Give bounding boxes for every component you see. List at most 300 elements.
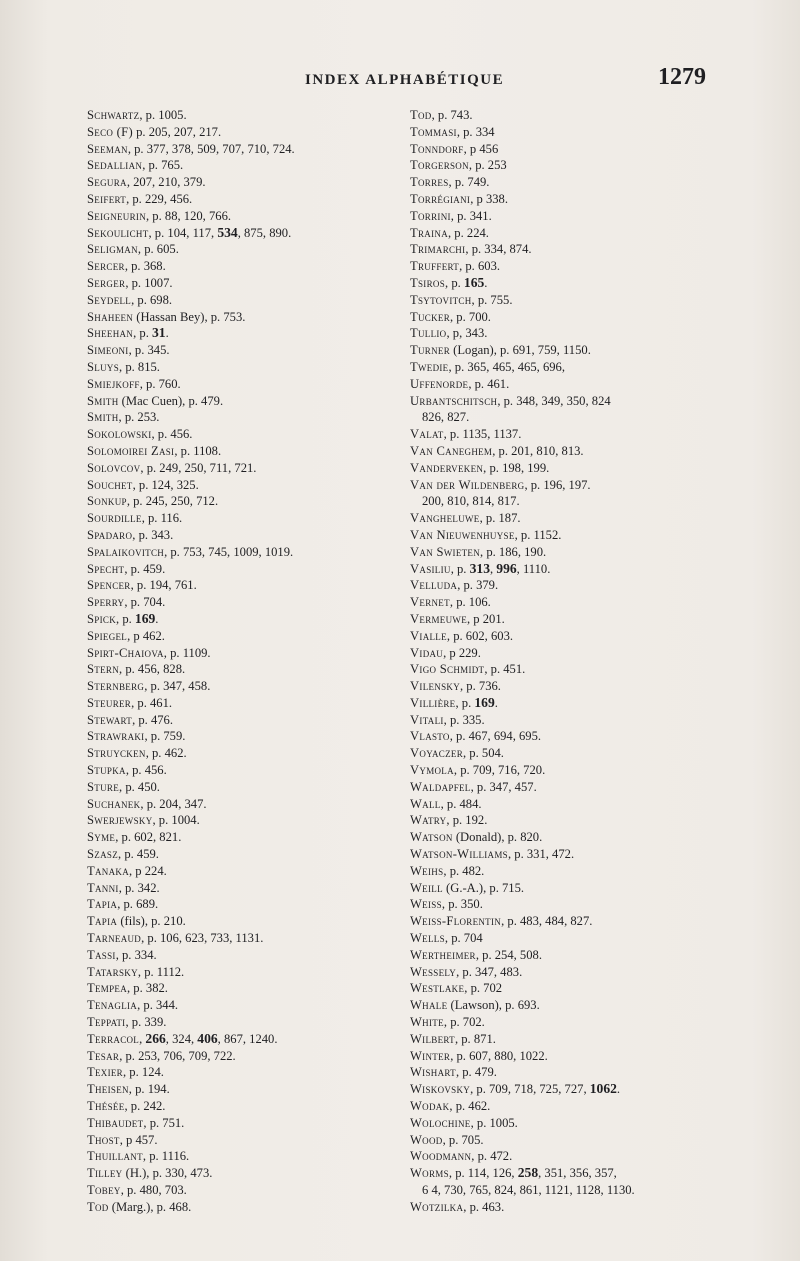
entry-refs: p. 379. [463, 578, 499, 593]
entry-separator: , [119, 1048, 126, 1063]
entry-separator: , [118, 410, 125, 425]
entry-name: Wotzilka [410, 1199, 464, 1214]
entry-name: Vidau [410, 645, 444, 660]
entry-name: Sedallian [87, 158, 143, 173]
entry-separator: , [142, 158, 149, 173]
entry-name: Winter [410, 1048, 451, 1063]
entry-separator: , [446, 326, 453, 341]
entry-name: Vermeuwe [410, 611, 467, 626]
entry-name: Weiss-Florentin [410, 914, 502, 929]
entry-name: Sourdille [87, 511, 142, 526]
entry-name: Tapia [87, 897, 118, 912]
entry-name: Van Caneghem [410, 443, 493, 458]
entry-refs: p 201. [473, 611, 505, 626]
entry-refs: p. 242. [130, 1099, 166, 1114]
index-entry [87, 745, 397, 762]
entry-separator: , [446, 813, 453, 828]
entry-refs: p. 705. [448, 1132, 484, 1147]
entry-ref-bold: 165 [463, 274, 485, 290]
entry-refs: p. 456, 828. [125, 662, 186, 677]
entry-refs: p. 253 [475, 158, 507, 173]
entry-refs: p. 482. [449, 863, 485, 878]
index-entry [87, 309, 397, 326]
entry-refs: 6 4, 730, 765, 824, 861, 1121, 1128, 1130. [422, 1183, 635, 1197]
index-entry [87, 678, 397, 695]
entry-ref-bold: 169 [474, 694, 495, 710]
index-entry [87, 275, 397, 292]
index-entry [410, 930, 715, 947]
index-entry [87, 1081, 397, 1098]
index-entry [410, 292, 715, 309]
entry-separator: , [131, 695, 138, 710]
entry-name: Swerjewsky [87, 813, 153, 828]
entry-refs: p. 480, 703. [127, 1183, 187, 1197]
entry-refs: p. 343. [138, 527, 174, 542]
entry-separator: , [470, 779, 477, 794]
index-entry [410, 393, 715, 410]
entry-refs: . [494, 695, 498, 710]
entry-refs: p. 456. [132, 763, 167, 778]
entry-refs: p. 334 [463, 124, 495, 139]
entry-separator: , [446, 628, 454, 643]
entry-separator: , [480, 544, 487, 559]
entry-name: Thésée [87, 1099, 125, 1114]
index-entry [87, 628, 397, 645]
entry-separator: , [141, 931, 148, 946]
entry-refs: p. 229, 456. [132, 191, 193, 206]
entry-name: Vialle [410, 628, 447, 643]
entry-name: Torrégiani [410, 191, 471, 206]
entry-name: Van Swieten [410, 544, 481, 559]
entry-separator: , [514, 527, 521, 542]
entry-refs: p. 334. [122, 947, 157, 962]
entry-separator: , [129, 863, 136, 878]
entry-name: Shaheen [87, 309, 134, 324]
index-entry [410, 695, 715, 712]
entry-name: Simeoni [87, 343, 129, 358]
entry-refs: p. 344. [143, 998, 179, 1013]
index-entry [410, 880, 715, 897]
index-entry [87, 426, 397, 443]
entry-ref-bold: 534 [217, 224, 238, 240]
entry-refs: p. 334, 874. [471, 242, 532, 257]
entry-name: Weill [410, 880, 443, 895]
entry-refs: 207, 210, 379. [133, 175, 206, 190]
entry-separator: , [119, 779, 126, 794]
entry-refs: p. 704. [130, 595, 166, 610]
entry-separator: , [117, 897, 124, 912]
entry-refs: p. 1135, 1137. [449, 427, 522, 442]
entry-separator: , [507, 847, 515, 862]
entry-name: Suchanek [87, 796, 141, 811]
entry-ref-bold: 406 [197, 1030, 218, 1046]
entry-refs: p 457. [126, 1132, 158, 1147]
entry-name: Sternberg [87, 679, 145, 694]
entry-refs: , 867, 1240. [217, 1031, 278, 1046]
entry-refs: p. 124, 325. [138, 477, 199, 492]
entry-separator: , [126, 175, 134, 190]
entry-separator: , [152, 813, 159, 828]
entry-name: Sokolowski [87, 427, 152, 442]
entry-separator: , [148, 225, 155, 240]
entry-name: Tempea [87, 981, 127, 996]
index-entry [410, 124, 715, 141]
entry-separator: , [145, 746, 152, 761]
left-index-column [87, 107, 397, 1216]
entry-refs: . [484, 275, 488, 290]
entry-refs: p. 484. [446, 796, 482, 811]
entry-name: Wessely [410, 964, 457, 979]
entry-refs: p. 709, 718, 725, 727, [476, 1082, 590, 1097]
entry-name: Van der Wildenberg [410, 477, 525, 492]
entry-name: Serger [87, 275, 126, 290]
entry-name: Tanni [87, 880, 119, 895]
entry-separator: , [125, 1015, 132, 1030]
entry-separator: , [130, 578, 137, 593]
index-entry [87, 577, 397, 594]
entry-name: Weiss [410, 897, 442, 912]
entry-ref-bold: 31 [152, 325, 166, 341]
index-entry [87, 712, 397, 729]
entry-refs: p. 472. [477, 1149, 513, 1164]
entry-separator: , [449, 729, 457, 744]
index-entry-continuation [410, 409, 715, 426]
entry-separator: , [443, 712, 450, 727]
entry-separator: , [450, 561, 457, 576]
entry-name: Syme [87, 830, 116, 845]
entry-separator: , [440, 796, 447, 811]
entry-name: Whale [410, 998, 448, 1013]
entry-separator: , [120, 1183, 127, 1197]
page-header [0, 64, 800, 98]
entry-name: Worms [410, 1166, 449, 1181]
entry-separator: , [146, 208, 153, 223]
entry-separator: , [139, 1031, 146, 1046]
entry-name: Seigneurin [87, 208, 146, 223]
running-title: INDEX ALPHABÉTIQUE [305, 72, 505, 88]
entry-name: Segura [87, 175, 127, 190]
index-entry [410, 1165, 715, 1182]
entry-refs: , 324, [165, 1031, 198, 1046]
index-entry [410, 980, 715, 997]
index-entry [410, 174, 715, 191]
entry-refs: p. 753, 745, 1009, 1019. [170, 544, 294, 559]
entry-name: Specht [87, 561, 125, 576]
entry-name: Tanaka [87, 863, 129, 878]
index-entry [410, 577, 715, 594]
entry-name: Seeman [87, 141, 128, 156]
entry-name: Stupka [87, 763, 126, 778]
entry-refs: p. 451. [490, 662, 526, 677]
entry-name: Weihs [410, 863, 444, 878]
entry-name: Vitali [410, 712, 444, 727]
entry-separator: , [484, 662, 491, 677]
entry-refs: . [165, 326, 169, 341]
entry-name: Souchet [87, 477, 133, 492]
entry-refs: p. 368. [131, 259, 166, 274]
entry-ref-bold: 1062 [589, 1081, 617, 1097]
entry-separator: , [115, 947, 122, 962]
entry-separator: , [471, 1149, 478, 1164]
entry-name: Sture [87, 779, 120, 794]
entry-name: Solomoirei Zasi [87, 443, 175, 458]
index-entry [410, 762, 715, 779]
entry-name: Thuillant [87, 1149, 143, 1164]
entry-separator: , [118, 847, 125, 862]
entry-refs: p. 462. [455, 1099, 491, 1114]
entry-name: Schwartz [87, 108, 140, 122]
entry-refs: p. 365, 465, 465, 696, [454, 359, 565, 374]
entry-refs: p. 205, 207, 217. [136, 124, 222, 139]
index-entry [87, 762, 397, 779]
entry-name: Wilbert [410, 1031, 455, 1046]
entry-separator: , [137, 242, 145, 257]
entry-refs: p. [122, 611, 135, 626]
entry-separator: , [471, 292, 478, 307]
entry-refs: (H.), p. 330, 473. [125, 1166, 213, 1181]
index-entry [410, 107, 715, 124]
entry-name: Thost [87, 1132, 120, 1147]
entry-refs: p. 459. [124, 847, 159, 862]
entry-refs: p. 765. [148, 158, 184, 173]
entry-name: Texier [87, 1065, 123, 1080]
entry-name: Woodmann [410, 1149, 472, 1164]
index-entry [87, 544, 397, 561]
entry-separator: , [453, 763, 461, 778]
entry-refs: p. 347, 458. [150, 679, 211, 694]
entry-separator: , [463, 1199, 470, 1214]
entry-name: Teppati [87, 1015, 126, 1030]
entry-name: Van Nieuwenhuyse [410, 527, 515, 542]
index-entry [87, 997, 397, 1014]
entry-refs: (Hassan Bey), p. 753. [136, 309, 246, 324]
entry-name: Szasz [87, 847, 119, 862]
entry-name: Theisen [87, 1082, 129, 1097]
index-entry [410, 1098, 715, 1115]
entry-name: Seco (F) [87, 124, 133, 139]
entry-refs: p. 253. [124, 410, 160, 425]
entry-refs: p. 1116. [149, 1149, 190, 1164]
entry-refs: p. 245, 250, 712. [133, 494, 219, 509]
entry-ref-bold: 266 [145, 1030, 166, 1046]
entry-refs: p. 1112. [144, 964, 185, 979]
index-entry [410, 325, 715, 342]
index-entry [410, 141, 715, 158]
entry-separator: , [137, 964, 145, 979]
entry-name: Traina [410, 225, 448, 240]
entry-separator: , [448, 1166, 456, 1181]
entry-name: Wodak [410, 1099, 450, 1114]
entry-refs: p. 461. [474, 376, 510, 391]
entry-refs: p. [451, 275, 464, 290]
entry-name: Vymola [410, 763, 454, 778]
entry-separator: , [431, 108, 438, 122]
entry-refs: p. 1152. [520, 527, 562, 542]
entry-name: Spiegel [87, 628, 128, 643]
entry-name: Uffenorde [410, 376, 469, 391]
entry-name: Vasiliu [410, 561, 451, 576]
index-entry [410, 1115, 715, 1132]
entry-refs: p. 114, 126, [455, 1166, 518, 1181]
entry-refs: . [155, 611, 159, 626]
entry-separator: , [127, 141, 135, 156]
entry-separator: , [123, 1065, 130, 1080]
index-entry [410, 964, 715, 981]
entry-refs: p. 331, 472. [514, 847, 575, 862]
entry-separator: , [464, 981, 471, 996]
entry-refs: p. 709, 716, 720. [460, 763, 546, 778]
entry-separator: , [126, 191, 133, 206]
entry-separator: , [445, 275, 452, 290]
entry-separator: , [142, 1149, 150, 1164]
index-entry [410, 1132, 715, 1149]
entry-refs: (fils), p. 210. [120, 914, 186, 929]
entry-refs: , 351, 356, 357, [538, 1166, 617, 1181]
entry-separator: , [151, 427, 158, 442]
index-entry [410, 275, 715, 292]
entry-separator: , [128, 343, 135, 358]
entry-refs: p. 253, 706, 709, 722. [125, 1048, 236, 1063]
index-entry [87, 947, 397, 964]
entry-separator: , [141, 511, 148, 526]
index-entry [87, 124, 397, 141]
index-entry [87, 1199, 397, 1216]
entry-separator: , [139, 376, 147, 391]
entry-name: Spadaro [87, 527, 133, 542]
entry-name: Smiejkoff [87, 376, 140, 391]
entry-separator: , [163, 645, 171, 660]
entry-separator: , [132, 527, 139, 542]
index-entry [410, 1048, 715, 1065]
entry-refs: p. 106. [456, 595, 491, 610]
entry-name: Sekoulicht [87, 225, 149, 240]
index-entry [87, 561, 397, 578]
entry-refs: p. 192. [452, 813, 488, 828]
entry-refs: p. 483, 484, 827. [507, 914, 593, 929]
right-index-column [410, 107, 715, 1216]
index-entry [87, 225, 397, 242]
entry-name: Thibaudet [87, 1115, 144, 1130]
entry-refs: p. 607, 880, 1022. [456, 1048, 548, 1063]
index-entry [87, 964, 397, 981]
index-entry [410, 947, 715, 964]
index-entry [410, 426, 715, 443]
entry-name: Solovcov [87, 460, 141, 475]
index-entry [410, 728, 715, 745]
index-entry [410, 913, 715, 930]
entry-separator: , [444, 931, 452, 946]
entry-refs: , 1110. [516, 561, 551, 576]
entry-separator: , [140, 796, 147, 811]
index-entry [410, 561, 715, 578]
entry-name: Vlasto [410, 729, 450, 744]
entry-separator: , [448, 225, 455, 240]
entry-name: Villière [410, 695, 456, 710]
entry-name: Stern [87, 662, 120, 677]
entry-separator: , [460, 679, 467, 694]
entry-separator: , [455, 1065, 463, 1080]
entry-name: Tobey [87, 1183, 121, 1197]
entry-name: Tsiros [410, 275, 446, 290]
index-entry [410, 527, 715, 544]
entry-separator: , [467, 611, 474, 626]
index-entry [87, 695, 397, 712]
index-entry [410, 896, 715, 913]
entry-refs: p. [139, 326, 152, 341]
entry-separator: , [128, 1082, 136, 1097]
entry-separator: , [119, 1132, 126, 1147]
entry-ref-bold: 996 [496, 560, 517, 576]
entry-refs: p. 104, 117, [154, 225, 218, 240]
index-entry [410, 863, 715, 880]
index-entry [410, 829, 715, 846]
index-entry [87, 409, 397, 426]
entry-refs: p. 755. [477, 292, 513, 307]
entry-refs: , [489, 561, 497, 576]
index-entry [410, 678, 715, 695]
entry-separator: , [457, 578, 464, 593]
entry-separator: , [124, 595, 131, 610]
index-entry [87, 796, 397, 813]
index-entry [87, 896, 397, 913]
entry-separator: , [443, 645, 450, 660]
entry-name: Wolochine [410, 1115, 471, 1130]
entry-separator: , [470, 1115, 477, 1130]
entry-refs: p. 224. [454, 225, 489, 240]
entry-refs: p. 462. [152, 746, 187, 761]
entry-refs: p. 1109. [170, 645, 211, 660]
entry-refs: p. 1005. [476, 1115, 518, 1130]
entry-name: Torrini [410, 208, 451, 223]
entry-refs: p. 456. [157, 427, 193, 442]
entry-name: Tod [410, 108, 432, 122]
index-entry [410, 1031, 715, 1048]
entry-separator: , [459, 259, 466, 274]
entry-refs: p. 504. [469, 746, 504, 761]
entry-name: Smith [87, 410, 119, 425]
index-entry [410, 359, 715, 376]
index-entry [410, 997, 715, 1014]
entry-separator: , [479, 511, 486, 526]
entry-refs: p. 187. [485, 511, 521, 526]
entry-name: Tatarsky [87, 964, 138, 979]
entry-name: Torgerson [410, 158, 469, 173]
entry-refs: p. [461, 695, 475, 710]
entry-ref-bold: 258 [517, 1165, 539, 1181]
index-entry [87, 342, 397, 359]
index-entry [87, 1148, 397, 1165]
entry-separator: , [448, 359, 455, 374]
entry-refs: p. 700. [456, 309, 491, 324]
entry-separator: , [174, 443, 181, 458]
entry-refs: (Marg.), p. 468. [111, 1199, 192, 1214]
entry-name: Sheehan [87, 326, 134, 341]
entry-separator: , [455, 695, 462, 710]
entry-refs: p. 467, 694, 695. [456, 729, 542, 744]
entry-refs: p. 204, 347. [146, 796, 207, 811]
index-entry [87, 174, 397, 191]
entry-name: Spirt-Chaiova [87, 645, 164, 660]
entry-refs: p. 341. [457, 208, 492, 223]
index-entry [410, 779, 715, 796]
entry-name: Wertheimer [410, 947, 476, 962]
entry-separator: , [143, 1115, 150, 1130]
entry-separator: , [125, 763, 133, 778]
entry-separator: , [443, 863, 450, 878]
entry-name: Tesar [87, 1048, 120, 1063]
entry-name: Vangheluwe [410, 511, 480, 526]
entry-refs: p. 1005. [145, 108, 187, 122]
